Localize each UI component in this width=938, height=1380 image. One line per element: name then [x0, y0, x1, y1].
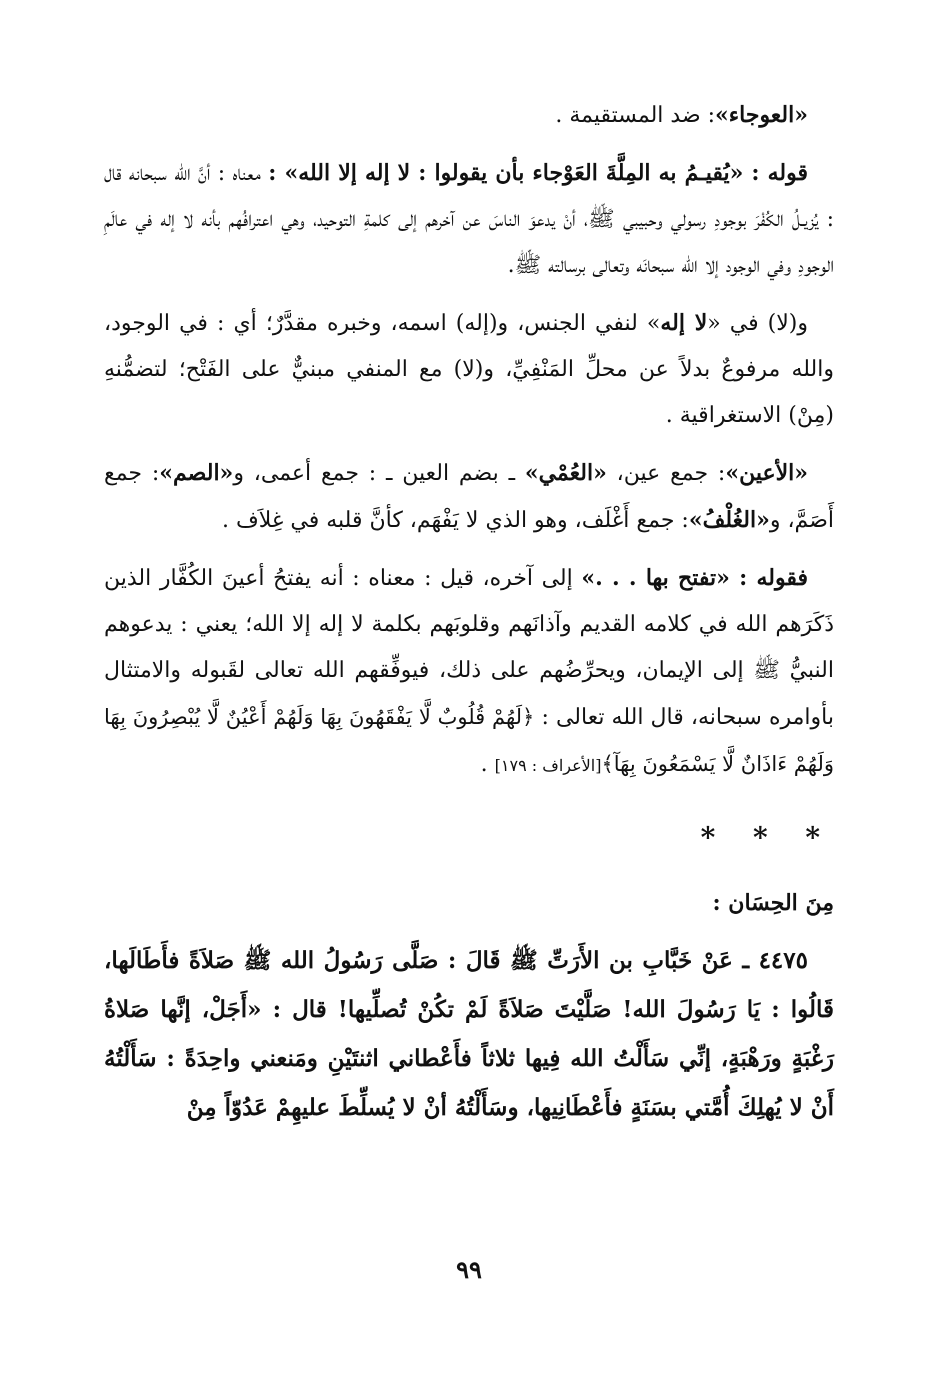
- paragraph-end: .: [480, 752, 495, 777]
- grammar-term: لا إله: [660, 310, 708, 336]
- commentary-paragraph-1: [104, 150, 834, 289]
- quoted-phrase-2: فقوله : «تفتح بها . . .»: [581, 565, 808, 591]
- term-ayun: «الأعين»: [725, 460, 808, 486]
- hadith-text: ٤٤٧٥ ـ عَنْ خَبَّابِ بن الأَرَتِّ ﷺ قَالَ : صَلَّى رَسُولُ الله ﷺ صَلاَةً فأَطَالَها، قَالُوا : يَا رَسُولَ الله! صَلَّيْتَ صَلاَةً لَمْ تكُنْ تُصلِّيها! قال : «أَجَلْ، إنَّها صَلاةُ رَغْبَةٍ ورَهْبَةٍ، إنِّي سَأَلْتُ الله فِيها ثلاثاً فأَعْطاني اثنتَيْنِ ومَنعني واحِدَةً : سَأَلْتُهُ أَنْ لا يُهلِكَ أُمَّتي بسَنَةٍ فأَعْطَانِيها، وسَأَلْتُهُ أنْ لا يُسلِّطَ عليهِمْ عَدُوّاً مِنْ: [104, 947, 834, 1121]
- def-umy: ـ بضم العين ـ : جمع أعمى، و: [233, 461, 525, 486]
- term-umy: «العُمْي»: [524, 460, 607, 486]
- definition-awja-text: : ضد المستقيمة .: [555, 103, 716, 128]
- term-ghulf: «الغُلْفُ»: [688, 507, 770, 533]
- def-ayun: : جمع عين،: [606, 461, 726, 486]
- def-ghulf: : جمع أَغْلَف، وهو الذي لا يَفْهَم، كأنَّ قلبه في غِلاَف .: [221, 508, 689, 533]
- term-awja: «العوجاء»: [715, 102, 808, 128]
- page-number: ٩٩: [456, 1255, 482, 1284]
- section-heading: مِنَ الحِسَان :: [712, 890, 834, 916]
- commentary-paragraph-2: [104, 555, 834, 789]
- quran-verse: ﴿لَهُمْ قُلُوبٌ لَّا يَفْقَهُونَ بِهَا وَلَهُمْ أَعْيُنٌ لَّا يُبْصِرُونَ بِهَا وَلَهُمْ ءَاذَانٌ لَّا يَسْمَعُونَ بِهَآ﴾: [104, 705, 834, 776]
- quoted-phrase: قوله : «يُقيـمُ به المِلَّةَ العَوْجاء بأن يقولوا : لا إله إلا الله» :: [268, 160, 808, 186]
- page-body: [104, 92, 834, 1132]
- verse-citation: [الأعراف : ١٧٩]: [494, 756, 602, 775]
- grammar-text-a: و(لا) في «: [707, 311, 808, 336]
- vocabulary-paragraph: [104, 450, 834, 544]
- term-summ: «الصم»: [159, 460, 234, 486]
- commentary-text-2: إلى آخره، قيل : معناه : أنه يفتحُ أعينَ الكُفَّار الذين ذَكَرَهم الله في كلامه القديم وآذانَهم وقلوبَهم بكلمة لا إله إلا الله؛ يعني : يدعوهم النبيُّ ﷺ إلى الإيمان، ويحرِّضُهم على ذلك، فيوفِّقهم الله تعالى لقَبوله والامتثال بأوامره سبحانه، قال الله تعالى :: [104, 566, 834, 730]
- commentary-text-1: معناه : أنَّ الله سبحانه قال : يُزيـلُ الكُفْرَ بوجودِ رسولي وحبيبي ﷺ، أنْ يدعوَ الناسَ عن آخرهم إلى كلمةِ التوحيد، وهي اعترافُهم بأنه لا إله في عالَمِ الوجودِ وفي الوجود إلا الله سبحانَه وتعالى برسالته ﷺ.: [104, 161, 834, 278]
- section-separator: * * *: [700, 821, 834, 854]
- grammar-paragraph: [104, 300, 834, 439]
- grammar-text-c: » لنفي الجنس، و(إله) اسمه، وخبره مقدَّرٌ؛ أي : في الوجود، والله مرفوعٌ بدلاً عن محلِّ المَنْفِيِّ، و(لا) مع المنفي مبنيٌّ على الفَتْح؛ لتضمُّنهِ (مِنْ) الاستغراقية .: [104, 311, 834, 428]
- definition-awja: [104, 92, 834, 139]
- def-summ: : جمع أَصَمَّ، و: [104, 461, 834, 533]
